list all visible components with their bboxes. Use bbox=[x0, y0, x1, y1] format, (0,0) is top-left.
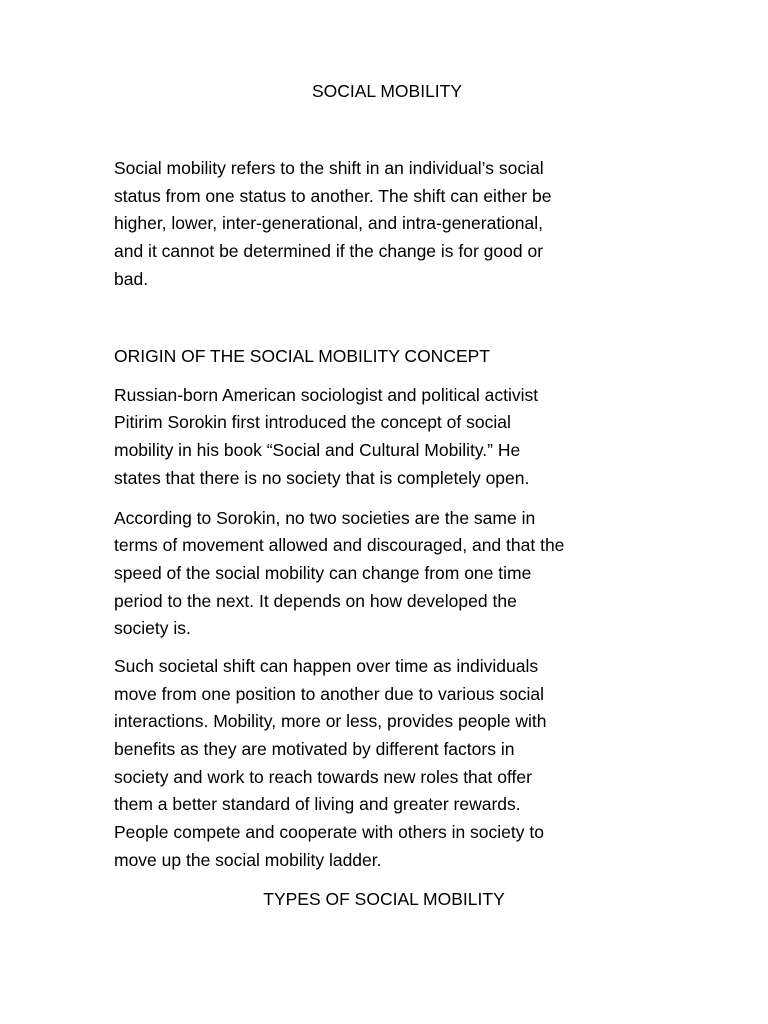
paragraph3-line-6: them a better standard of living and greater rewards. bbox=[114, 794, 521, 814]
paragraph1-line-4: states that there is no society that is completely open. bbox=[114, 468, 530, 488]
paragraph3-line-5: society and work to reach towards new roles that offer bbox=[114, 767, 532, 787]
paragraph3-line-3: interactions. Mobility, more or less, provides people with bbox=[114, 711, 547, 731]
origin-heading: ORIGIN OF THE SOCIAL MOBILITY CONCEPT bbox=[114, 346, 490, 366]
types-heading: TYPES OF SOCIAL MOBILITY bbox=[263, 889, 505, 909]
paragraph2-line-4: period to the next. It depends on how developed the bbox=[114, 591, 517, 611]
paragraph2-line-1: According to Sorokin, no two societies are the same in bbox=[114, 508, 536, 528]
paragraph2-line-5: society is. bbox=[114, 618, 191, 638]
intro-line-2: status from one status to another. The shift can either be bbox=[114, 186, 552, 206]
paragraph1-line-1: Russian-born American sociologist and political activist bbox=[114, 385, 539, 405]
paragraph3-line-2: move from one position to another due to various social bbox=[114, 684, 544, 704]
paragraph3-line-4: benefits as they are motivated by different factors in bbox=[114, 739, 515, 759]
paragraph2-line-3: speed of the social mobility can change from one time bbox=[114, 563, 532, 583]
paragraph1-line-2: Pitirim Sorokin first introduced the concept of social bbox=[114, 412, 511, 432]
intro-line-5: bad. bbox=[114, 269, 149, 289]
intro-line-1: Social mobility refers to the shift in an individual’s social bbox=[114, 158, 544, 178]
page-title: SOCIAL MOBILITY bbox=[311, 81, 463, 101]
paragraph3-line-8: move up the social mobility ladder. bbox=[114, 850, 382, 870]
paragraph1-line-3: mobility in his book “Social and Cultural Mobility.” He bbox=[114, 440, 521, 460]
paragraph2-line-2: terms of movement allowed and discouraged, and that the bbox=[114, 535, 565, 555]
paragraph3-line-1: Such societal shift can happen over time as individuals bbox=[114, 656, 539, 676]
paragraph3-line-7: People compete and cooperate with others in society to bbox=[114, 822, 544, 842]
intro-line-4: and it cannot be determined if the change is for good or bbox=[114, 241, 544, 261]
intro-line-3: higher, lower, inter-generational, and intra-generational, bbox=[114, 213, 544, 233]
